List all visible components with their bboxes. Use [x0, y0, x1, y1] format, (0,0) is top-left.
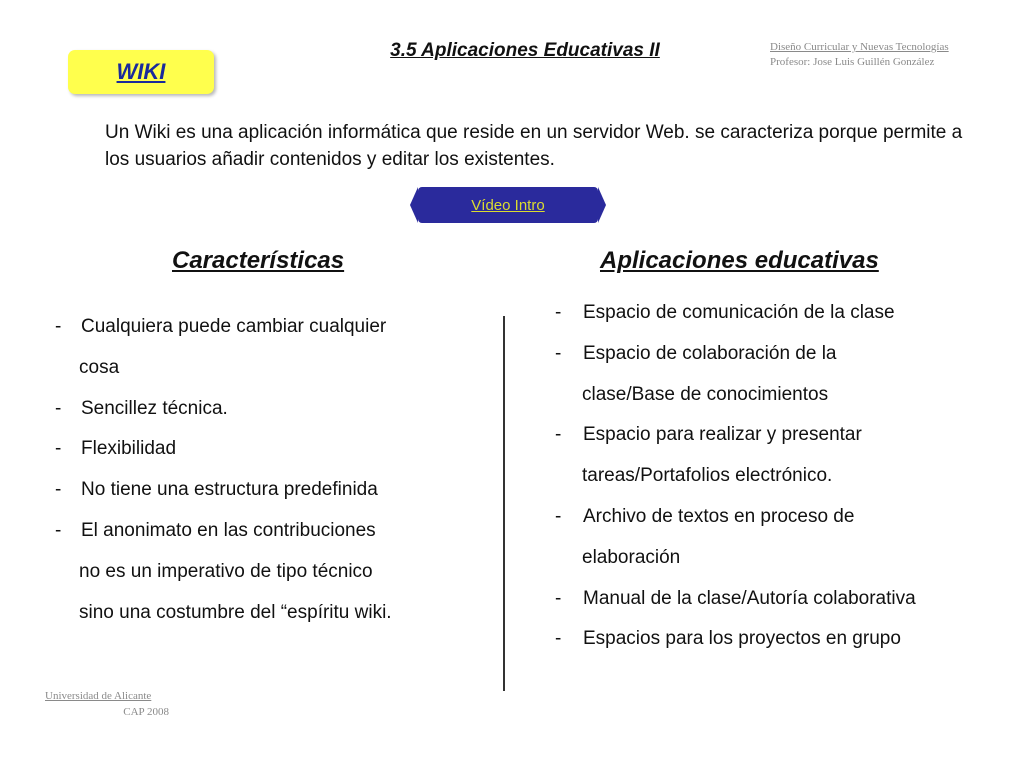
application-item-text: Espacios para los proyectos en grupo — [583, 628, 901, 650]
application-item — [555, 497, 916, 538]
characteristic-item — [55, 511, 392, 552]
application-item — [555, 415, 916, 456]
slide-title: 3.5 Aplicaciones Educativas II — [390, 40, 660, 61]
professor-name: Profesor: Jose Luis Guillén González — [770, 56, 935, 68]
video-intro-button[interactable] — [418, 187, 598, 223]
bullet-dash: - — [555, 302, 562, 323]
video-intro-label: Vídeo Intro — [471, 196, 545, 214]
characteristic-item-text: Flexibilidad — [81, 438, 177, 460]
bullet-dash: - — [555, 628, 562, 650]
characteristic-item — [55, 389, 392, 430]
characteristic-item-text: No tiene una estructura predefinida — [81, 479, 378, 501]
application-item-text: Espacio para realizar y presentar — [583, 424, 862, 446]
application-item — [555, 456, 916, 497]
characteristics-list — [55, 307, 392, 633]
characteristic-item-text: cosa — [79, 356, 120, 378]
bullet-dash: - — [555, 342, 562, 364]
characteristic-item — [55, 470, 392, 511]
bullet-dash: - — [55, 519, 62, 541]
application-item — [555, 619, 916, 660]
characteristic-item-text: sino una costumbre del “espíritu wiki. — [79, 601, 392, 623]
application-item-text: elaboración — [582, 546, 681, 568]
application-item-text: Espacio de comunicación de la clase — [583, 302, 895, 323]
intro-paragraph: Un Wiki es una aplicación informática que reside en un servidor Web. se caracteriza porque permite a los usuarios añadir contenidos y editar los existentes. — [105, 122, 963, 170]
characteristic-item — [55, 552, 392, 593]
wiki-badge — [68, 50, 214, 94]
application-item — [555, 293, 916, 334]
course-name: Diseño Curricular y Nuevas Tecnologías — [770, 41, 949, 53]
wiki-badge-label: WIKI — [116, 59, 166, 84]
column-divider — [503, 316, 505, 691]
educational-applications-heading: Aplicaciones educativas — [600, 247, 879, 274]
application-item — [555, 538, 916, 579]
application-item-text: Espacio de colaboración de la — [583, 342, 837, 364]
characteristic-item-text: Cualquiera puede cambiar cualquier — [81, 316, 387, 337]
bullet-dash: - — [55, 479, 62, 501]
university-name: Universidad de Alicante — [45, 690, 152, 702]
course-info — [770, 40, 949, 70]
bullet-dash: - — [55, 397, 62, 419]
footer — [45, 688, 169, 720]
characteristic-item — [55, 429, 392, 470]
application-item — [555, 375, 916, 416]
application-item — [555, 334, 916, 375]
characteristics-heading: Características — [172, 247, 345, 274]
footer-year: CAP 2008 — [123, 706, 169, 718]
application-item-text: tareas/Portafolios electrónico. — [582, 465, 833, 487]
characteristic-item — [55, 348, 392, 389]
application-item — [555, 579, 916, 620]
bullet-dash: - — [55, 316, 62, 337]
bullet-dash: - — [55, 438, 62, 460]
educational-applications-list — [555, 293, 916, 660]
characteristic-item-text: no es un imperativo de tipo técnico — [79, 560, 373, 582]
bullet-dash: - — [555, 505, 562, 527]
characteristic-item — [55, 593, 392, 634]
application-item-text: Archivo de textos en proceso de — [583, 505, 855, 527]
bullet-dash: - — [555, 424, 562, 446]
characteristic-item-text: Sencillez técnica. — [81, 397, 228, 419]
characteristic-item — [55, 307, 392, 348]
bullet-dash: - — [555, 587, 562, 609]
characteristic-item-text: El anonimato en las contribuciones — [81, 519, 376, 541]
application-item-text: clase/Base de conocimientos — [582, 383, 829, 405]
application-item-text: Manual de la clase/Autoría colaborativa — [583, 587, 916, 609]
